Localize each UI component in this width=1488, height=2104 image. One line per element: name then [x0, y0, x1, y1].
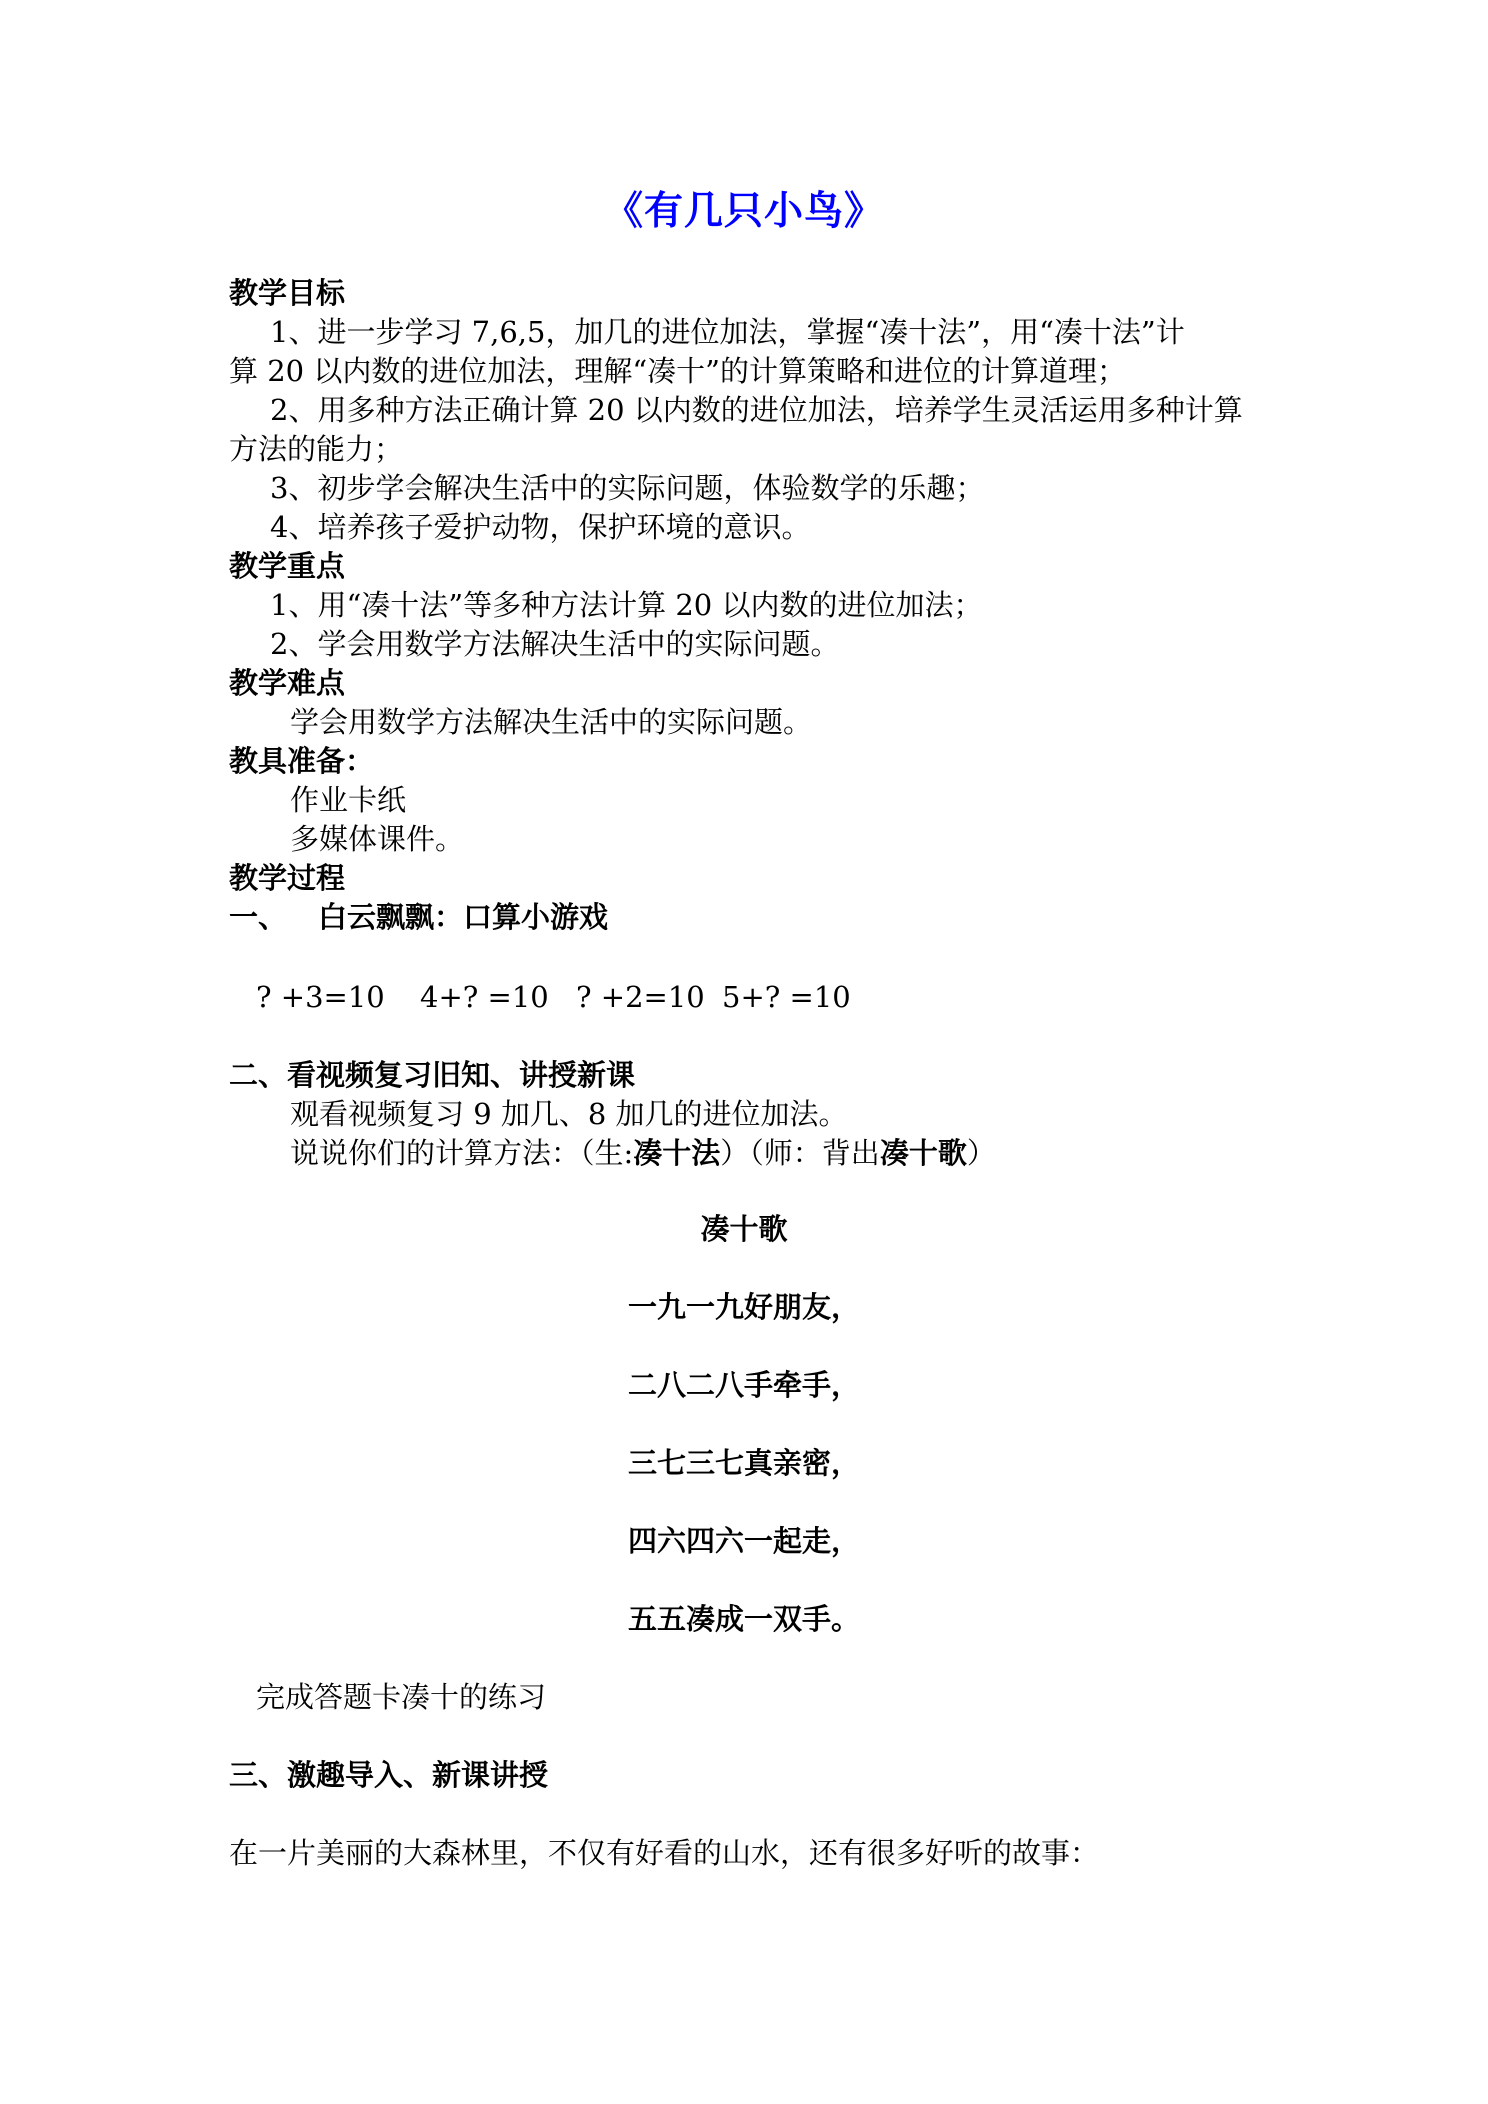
song-line-2: 二八二八手牵手，	[627, 1368, 860, 1402]
step-2-line-2-part-b: 凑十法	[633, 1136, 721, 1170]
key-points-heading: 教学重点	[229, 549, 346, 583]
equation-4: 5+? =10	[722, 980, 851, 1014]
objective-3: 3、初步学会解决生活中的实际问题，体验数学的乐趣；	[270, 471, 985, 505]
step-2-line-2-part-e: ）	[966, 1136, 996, 1170]
equation-3: ? +2=10	[576, 980, 705, 1014]
step-1-title: 白云飘飘：口算小游戏	[318, 900, 609, 934]
objectives-heading: 教学目标	[229, 276, 346, 310]
song-line-4: 四六四六一起走，	[627, 1524, 860, 1558]
step-2-line-2-part-d: 凑十歌	[879, 1136, 967, 1170]
step-1-number: 一、	[229, 900, 288, 934]
step-2-line-1: 观看视频复习 9 加几、8 加几的进位加法。	[290, 1097, 848, 1131]
difficulty-text: 学会用数学方法解决生活中的实际问题。	[290, 705, 813, 739]
key-point-2: 2、学会用数学方法解决生活中的实际问题。	[270, 627, 840, 661]
material-2: 多媒体课件。	[290, 822, 465, 856]
step-2-line-2-part-c: ）（师：背出	[720, 1136, 880, 1170]
step-3-title: 三、激趣导入、新课讲授	[229, 1758, 549, 1792]
materials-heading: 教具准备：	[229, 744, 375, 778]
difficulty-heading: 教学难点	[229, 666, 346, 700]
song-line-5: 五五凑成一双手。	[627, 1602, 860, 1636]
step-2-title: 二、看视频复习旧知、讲授新课	[229, 1058, 636, 1092]
objective-4: 4、培养孩子爱护动物，保护环境的意识。	[270, 510, 811, 544]
objective-2-line-2: 方法的能力；	[229, 432, 404, 466]
objective-1-line-2: 算 20 以内数的进位加法，理解“凑十”的计算策略和进位的计算道理；	[229, 354, 1126, 388]
equation-2: 4+? =10	[420, 980, 549, 1014]
objective-2-line-1: 2、用多种方法正确计算 20 以内数的进位加法，培养学生灵活运用多种计算	[270, 393, 1243, 427]
song-line-3: 三七三七真亲密，	[627, 1446, 860, 1480]
step-3-text: 在一片美丽的大森林里，不仅有好看的山水，还有很多好听的故事：	[229, 1836, 1100, 1870]
objective-1-line-1: 1、进一步学习 7,6,5，加几的进位加法，掌握“凑十法”，用“凑十法”计	[270, 315, 1185, 349]
document-title: 《有几只小鸟》	[603, 188, 884, 234]
step-2-line-2-part-a: 说说你们的计算方法：（生:	[290, 1136, 634, 1170]
song-line-1: 一九一九好朋友，	[627, 1290, 860, 1324]
process-heading: 教学过程	[229, 861, 346, 895]
material-1: 作业卡纸	[290, 783, 407, 817]
exercise-text: 完成答题卡凑十的练习	[256, 1680, 547, 1714]
equation-1: ? +3=10	[256, 980, 385, 1014]
step-2-line-2	[290, 1134, 996, 1172]
key-point-1: 1、用“凑十法”等多种方法计算 20 以内数的进位加法；	[270, 588, 983, 622]
song-title: 凑十歌	[700, 1212, 788, 1246]
